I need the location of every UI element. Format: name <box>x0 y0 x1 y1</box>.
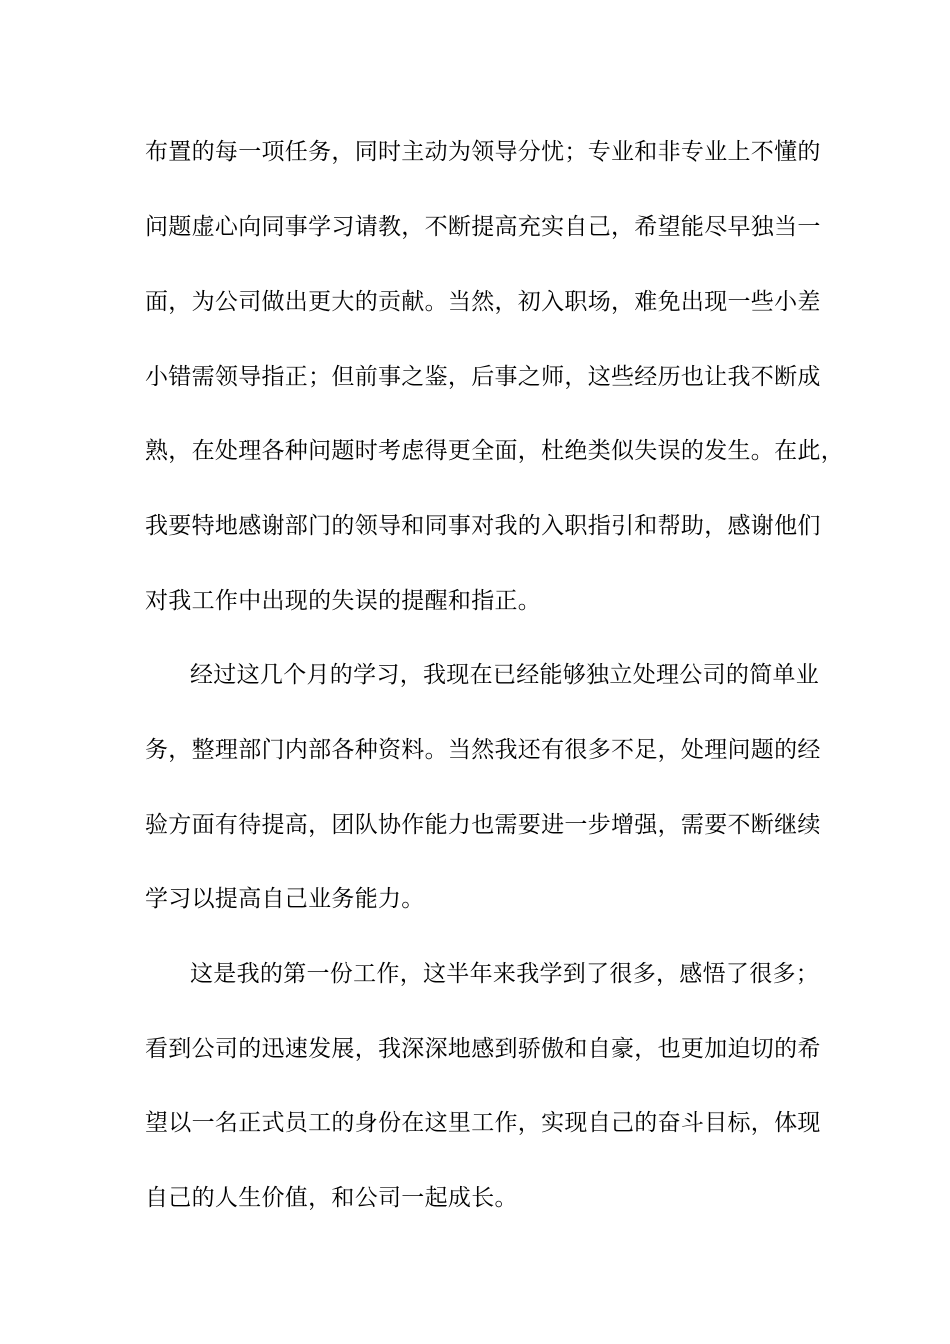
text-line: 对我工作中出现的失误的提醒和指正。 <box>145 588 542 614</box>
paragraph-start-line: 这是我的第一份工作，这半年来我学到了很多，感悟了很多； <box>190 961 820 987</box>
text-line: 望以一名正式员工的身份在这里工作，实现自己的奋斗目标，体现 <box>145 1110 821 1136</box>
text-line: 布置的每一项任务，同时主动为领导分忧；专业和非专业上不懂的 <box>145 139 821 165</box>
text-line: 看到公司的迅速发展，我深深地感到骄傲和自豪，也更加迫切的希 <box>145 1036 821 1062</box>
text-line: 务，整理部门内部各种资料。当然我还有很多不足，处理问题的经 <box>145 737 821 763</box>
text-line: 我要特地感谢部门的领导和同事对我的入职指引和帮助，感谢他们 <box>145 513 821 539</box>
text-line: 面，为公司做出更大的贡献。当然，初入职场，难免出现一些小差 <box>145 289 821 315</box>
text-line: 自己的人生价值，和公司一起成长。 <box>145 1185 518 1211</box>
text-line: 熟，在处理各种问题时考虑得更全面，杜绝类似失误的发生。在此， <box>145 438 844 464</box>
text-line: 小错需领导指正；但前事之鉴，后事之师，这些经历也让我不断成 <box>145 364 821 390</box>
text-line: 验方面有待提高，团队协作能力也需要进一步增强，需要不断继续 <box>145 812 821 838</box>
text-line: 学习以提高自己业务能力。 <box>145 886 425 912</box>
paragraph-start-line: 经过这几个月的学习，我现在已经能够独立处理公司的简单业 <box>190 662 820 688</box>
text-line: 问题虚心向同事学习请教，不断提高充实自己，希望能尽早独当一 <box>145 214 821 240</box>
